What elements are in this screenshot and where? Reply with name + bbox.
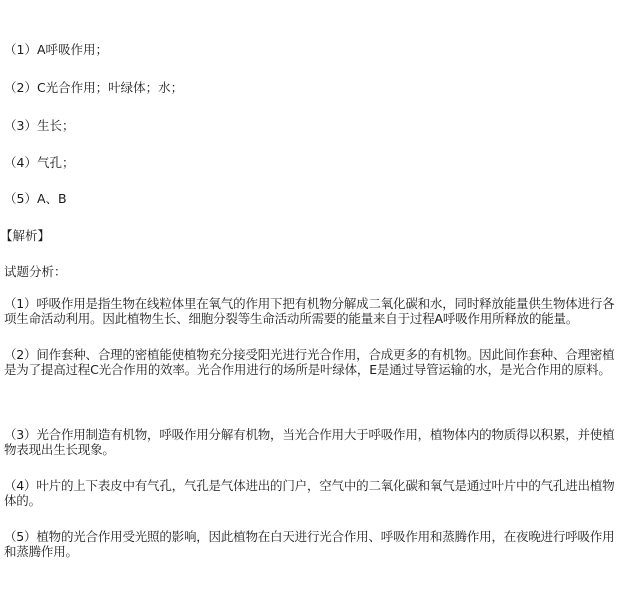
answer-2: （2）C光合作用；叶绿体；水； [4, 80, 184, 95]
answer-5: （5）A、B [4, 191, 67, 206]
answer-3: （3）生长； [4, 118, 75, 133]
analysis-paragraph-5: （5）植物的光合作用受光照的影响，因此植物在白天进行光合作用、呼吸作用和蒸腾作用，在夜晚进行呼吸作用和蒸腾作用。 [4, 529, 615, 559]
answer-4: （4）气孔； [4, 155, 75, 170]
analysis-intro: 试题分析： [4, 264, 67, 279]
analysis-paragraph-1: （1）呼吸作用是指生物在线粒体里在氧气的作用下把有机物分解成二氧化碳和水，同时释放能量供生物体进行各项生命活动利用。因此植物生长、细胞分裂等生命活动所需要的能量来自于过程A呼吸作用所释放的能量。 [4, 296, 615, 326]
analysis-paragraph-2: （2）间作套种、合理的密植能使植物充分接受阳光进行光合作用，合成更多的有机物。因此间作套种、合理密植是为了提高过程C光合作用的效率。光合作用进行的场所是叶绿体，E是通过导管运输的水，是光合作用的原料。 [4, 347, 615, 377]
analysis-heading: 【解析】 [0, 228, 51, 243]
analysis-paragraph-3: （3）光合作用制造有机物，呼吸作用分解有机物，当光合作用大于呼吸作用，植物体内的物质得以积累，并使植物表现出生长现象。 [4, 427, 615, 457]
answer-1: （1）A呼吸作用； [4, 42, 109, 57]
analysis-paragraph-4: （4）叶片的上下表皮中有气孔，气孔是气体进出的门户，空气中的二氧化碳和氧气是通过叶片中的气孔进出植物体的。 [4, 478, 615, 508]
